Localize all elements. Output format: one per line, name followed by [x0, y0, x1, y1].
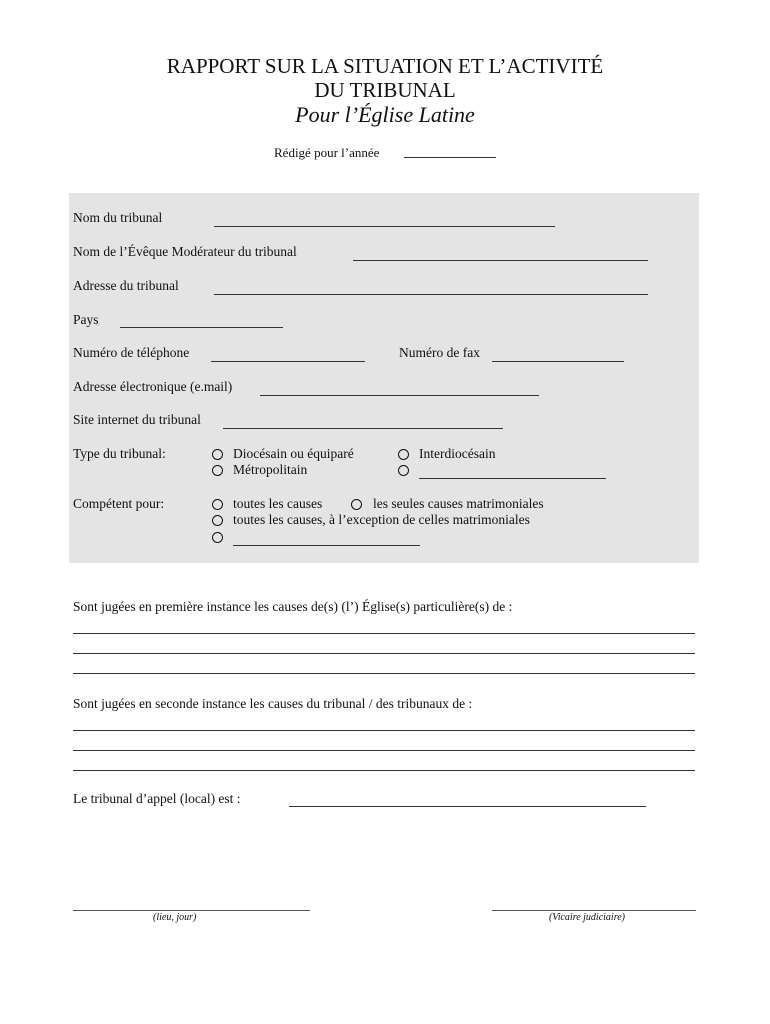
nom-tribunal-label: Nom du tribunal	[73, 210, 163, 225]
premiere-instance-line-2[interactable]	[73, 653, 695, 654]
radio-competent-other[interactable]	[212, 532, 223, 543]
option-seules-matrimoniales: les seules causes matrimoniales	[373, 496, 544, 511]
site-field[interactable]	[223, 428, 503, 429]
pays-field[interactable]	[120, 327, 283, 328]
option-metropolitain: Métropolitain	[233, 462, 308, 477]
adresse-field[interactable]	[214, 294, 648, 295]
pays-label: Pays	[73, 312, 99, 327]
competent-other-field[interactable]	[233, 545, 420, 546]
radio-seules-matrimoniales[interactable]	[351, 499, 362, 510]
appel-field[interactable]	[289, 806, 646, 807]
seconde-instance-label: Sont jugées en seconde instance les causes du tribunal / des tribunaux de :	[73, 696, 473, 711]
lieu-jour-line[interactable]	[73, 910, 310, 911]
title-line-1: RAPPORT SUR LA SITUATION ET L’ACTIVITÉ	[166, 54, 604, 78]
radio-type-other[interactable]	[398, 465, 409, 476]
radio-toutes-causes[interactable]	[212, 499, 223, 510]
telephone-field[interactable]	[211, 361, 365, 362]
nom-eveque-field[interactable]	[353, 260, 648, 261]
vicaire-caption: (Vicaire judiciaire)	[549, 912, 625, 923]
lieu-jour-caption: (lieu, jour)	[153, 912, 197, 923]
year-label: Rédigé pour l’année	[274, 145, 380, 160]
adresse-label: Adresse du tribunal	[73, 278, 179, 293]
radio-metropolitain[interactable]	[212, 465, 223, 476]
seconde-instance-line-3[interactable]	[73, 770, 695, 771]
radio-interdiocesain[interactable]	[398, 449, 409, 460]
radio-diocesain[interactable]	[212, 449, 223, 460]
premiere-instance-line-1[interactable]	[73, 633, 695, 634]
fax-label: Numéro de fax	[399, 345, 480, 360]
title-line-2: DU TRIBUNAL	[314, 78, 456, 102]
site-label: Site internet du tribunal	[73, 412, 201, 427]
premiere-instance-label: Sont jugées en première instance les causes de(s) (l’) Église(s) particulière(s) de :	[73, 599, 513, 614]
radio-exception-matrimoniales[interactable]	[212, 515, 223, 526]
type-other-field[interactable]	[419, 478, 606, 479]
option-toutes-causes: toutes les causes	[233, 496, 323, 511]
vicaire-line[interactable]	[492, 910, 696, 911]
subtitle: Pour l’Église Latine	[295, 102, 475, 127]
nom-tribunal-field[interactable]	[214, 226, 555, 227]
option-exception-matrimoniales: toutes les causes, à l’exception de celles matrimoniales	[233, 512, 530, 527]
email-label: Adresse électronique (e.mail)	[73, 379, 233, 394]
option-diocesain: Diocésain ou équiparé	[233, 446, 354, 461]
telephone-label: Numéro de téléphone	[73, 345, 190, 360]
appel-label: Le tribunal d’appel (local) est :	[73, 791, 241, 806]
nom-eveque-label: Nom de l’Évêque Modérateur du tribunal	[73, 244, 297, 259]
type-label: Type du tribunal:	[73, 446, 166, 461]
seconde-instance-line-2[interactable]	[73, 750, 695, 751]
year-field[interactable]	[404, 157, 496, 158]
premiere-instance-line-3[interactable]	[73, 673, 695, 674]
option-interdiocesain: Interdiocésain	[419, 446, 496, 461]
fax-field[interactable]	[492, 361, 624, 362]
email-field[interactable]	[260, 395, 539, 396]
seconde-instance-line-1[interactable]	[73, 730, 695, 731]
competent-label: Compétent pour:	[73, 496, 165, 511]
